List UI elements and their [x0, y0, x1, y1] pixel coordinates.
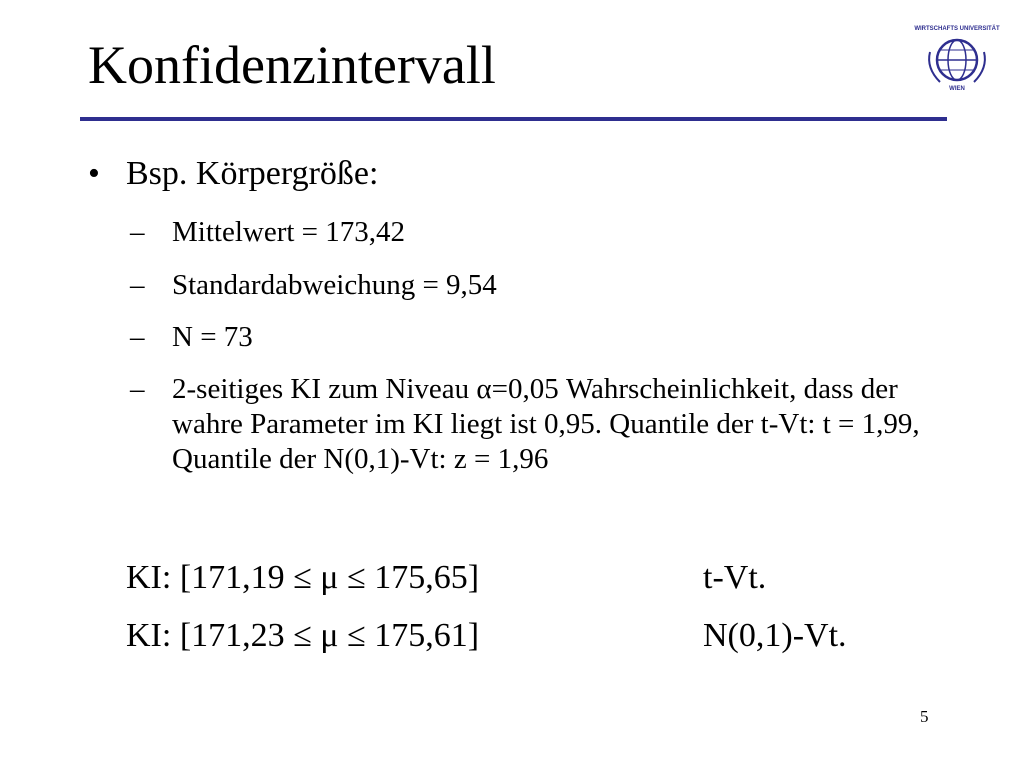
- bullet-text: Bsp. Körpergröße:: [126, 155, 379, 192]
- logo-text-bottom: WIEN: [949, 86, 965, 92]
- slide-title: Konfidenzintervall: [88, 35, 496, 95]
- result-t-distribution: [126, 556, 767, 600]
- page-number: 5: [920, 707, 929, 726]
- subitem-dash: –: [130, 269, 145, 301]
- result-interval: KI: [171,23 ≤ μ ≤ 175,61]: [126, 617, 480, 654]
- subitem-text: Standardabweichung = 9,54: [172, 269, 497, 301]
- bullet-item: [88, 152, 378, 196]
- result-normal-distribution: [126, 614, 847, 658]
- logo-text-top: WIRTSCHAFTS UNIVERSITÄT: [914, 26, 1000, 32]
- bullet-marker: •: [88, 155, 100, 192]
- subitem-dash: –: [130, 373, 145, 405]
- subitem-dash: –: [130, 321, 145, 353]
- result-interval: KI: [171,19 ≤ μ ≤ 175,65]: [126, 559, 480, 596]
- subitem-sample-size: [130, 320, 253, 355]
- subitem-text: N = 73: [172, 321, 253, 353]
- subitem-mean: [130, 215, 405, 250]
- subitem-dash: –: [130, 216, 145, 248]
- subitem-std-dev: [130, 268, 497, 303]
- result-distribution: N(0,1)-Vt.: [703, 617, 847, 654]
- subitem-confidence-level: [130, 372, 950, 477]
- title-divider: [80, 117, 947, 121]
- subitem-text: 2-seitiges KI zum Niveau α=0,05 Wahrscheinlichkeit, dass der wahre Parameter im KI liegt ist 0,95. Quantile der t-Vt: t = 1,99, Quantile der N(0,1)-Vt: z = 1,96: [172, 373, 920, 475]
- university-logo: [914, 22, 1000, 92]
- university-seal-icon: [914, 22, 1000, 92]
- result-distribution: t-Vt.: [703, 559, 767, 596]
- subitem-text: Mittelwert = 173,42: [172, 216, 406, 248]
